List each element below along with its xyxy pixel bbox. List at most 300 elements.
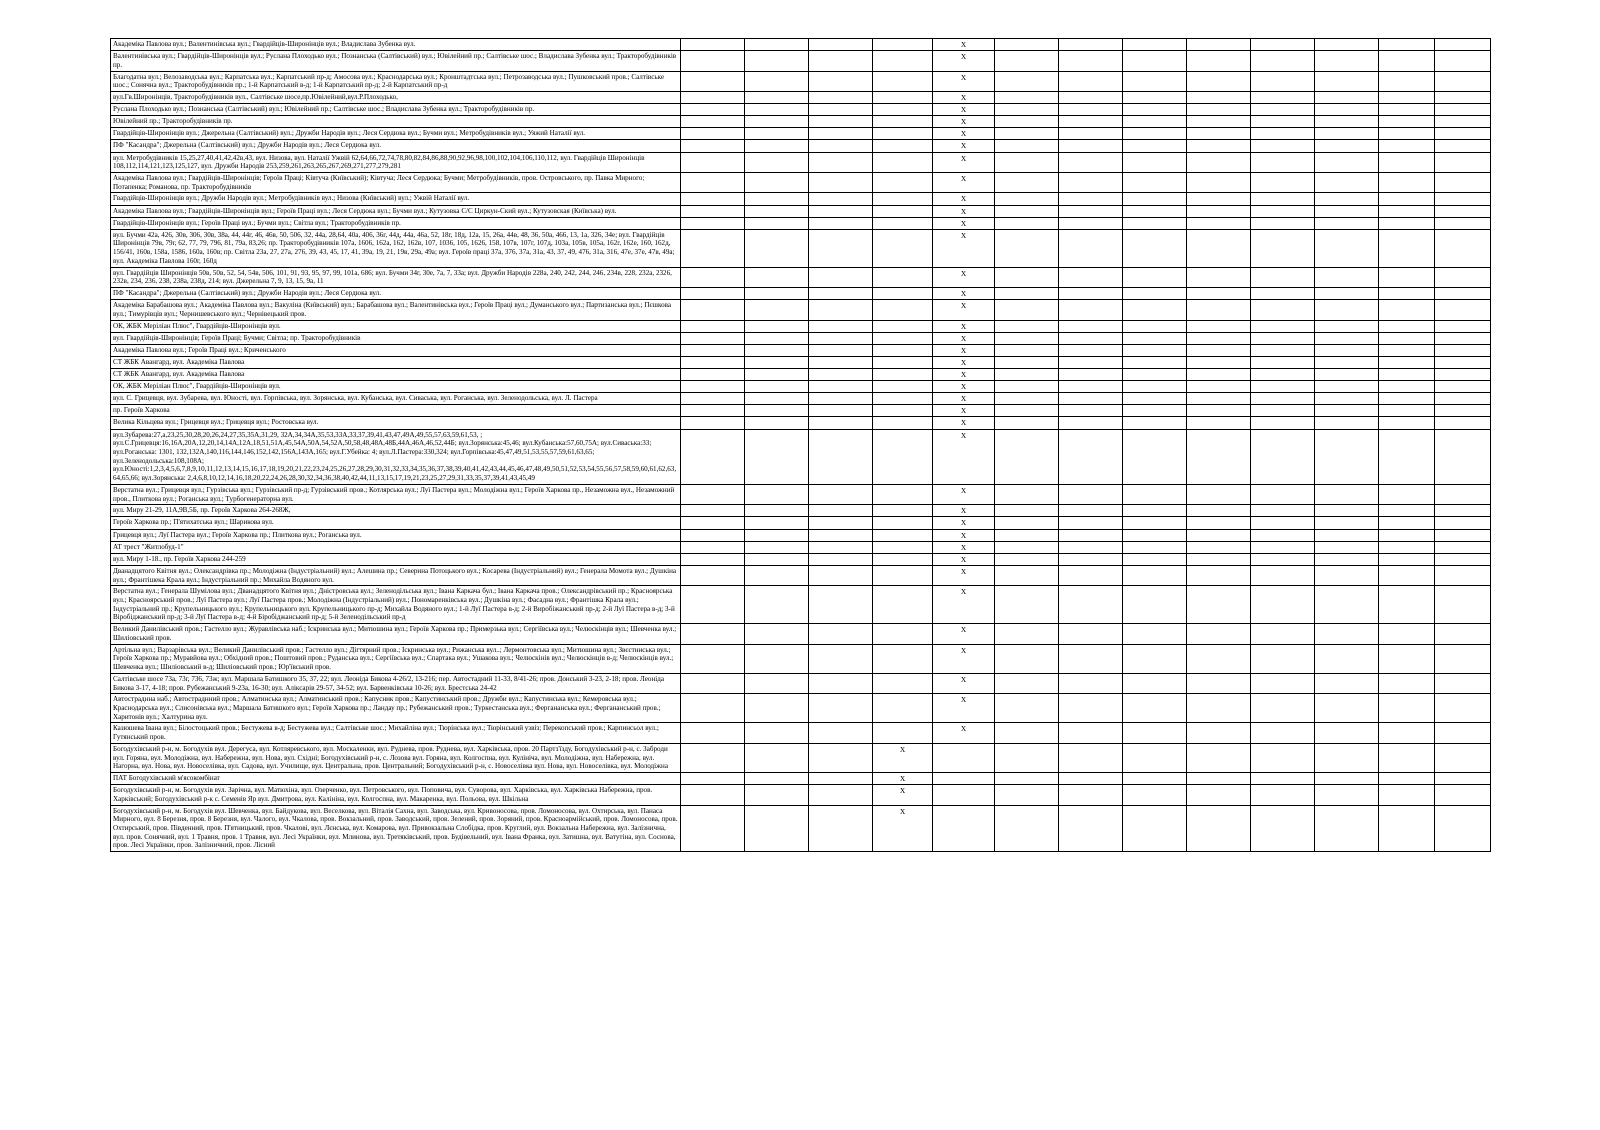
mark-cell: [873, 743, 933, 772]
empty-cell: [1123, 332, 1187, 344]
empty-cell: [809, 51, 873, 71]
empty-cell: [809, 429, 873, 484]
mark-cell: [933, 505, 995, 517]
empty-cell: [681, 128, 745, 140]
mark-cell: [933, 393, 995, 405]
empty-cell: [995, 553, 1059, 565]
address-description-cell: Артільна вул.; Варзарівська вул.; Великий Данилівський пров.; Гастелло вул.; Дігтярний пров.; Іскринська вул.; Рижанська вул..; Лермонтовська вул.; Митюшина вул.; Звєстниська вул.; Героїв Харкова пр.; Муравйова вул.; Обхідний пров.; Поштовий пров.; Руданська вул.; Сергіївська вул.; Спартака вул.; Ушакова вул.; Челюскінів вул.; Челюскінців в-д; Челюскінців вул.; Шевченка вул.; Шиліовський в-д; Шиліовський пров.; Юр'ївський пров.: [111, 644, 681, 673]
empty-cell: [1059, 694, 1123, 723]
empty-cell: [873, 140, 933, 152]
empty-cell: [1187, 553, 1251, 565]
empty-cell: [681, 172, 745, 192]
empty-cell: [995, 484, 1059, 504]
x-mark: X: [960, 72, 967, 82]
empty-cell: [1123, 405, 1187, 417]
empty-cell: [1315, 229, 1379, 267]
address-description-cell: Благодатна вул.; Велозаводська вул.; Карпатська вул.; Карпатський пр-д; Амосова вул.; Краснодарська вул.; Кронштадтська вул.; Петрозаводська вул.; Пушковський пров.; Салтівське шос.; Сонячна вул.; Тракторобудівників пр.; 1-й Карпатський в-д; 1-й Карпатський пр-д; 2-й Карпатський пр-д: [111, 71, 681, 91]
x-mark: X: [960, 141, 967, 151]
x-mark: X: [960, 542, 967, 552]
empty-cell: [1251, 205, 1315, 217]
empty-cell: [1251, 128, 1315, 140]
address-description-cell: ПФ "Касандра"; Джерельна (Салтівський) вул.; Дружби Народів вул.; Леся Сердюка вул.: [111, 288, 681, 300]
empty-cell: [1187, 565, 1251, 585]
empty-cell: [681, 152, 745, 172]
empty-cell: [681, 429, 745, 484]
empty-cell: [681, 743, 745, 772]
empty-cell: [873, 723, 933, 743]
x-mark: X: [960, 321, 967, 331]
empty-cell: [1123, 529, 1187, 541]
x-mark: X: [960, 566, 967, 576]
mark-cell: [933, 39, 995, 51]
empty-cell: [681, 91, 745, 103]
empty-cell: [1251, 541, 1315, 553]
empty-cell: [1379, 624, 1435, 644]
empty-cell: [1187, 104, 1251, 116]
table-row: [111, 723, 1491, 743]
empty-cell: [873, 586, 933, 624]
empty-cell: [809, 673, 873, 693]
empty-cell: [1123, 553, 1187, 565]
empty-cell: [1251, 356, 1315, 368]
empty-cell: [1123, 673, 1187, 693]
empty-cell: [1435, 229, 1491, 267]
empty-cell: [809, 805, 873, 852]
empty-cell: [1123, 517, 1187, 529]
empty-cell: [873, 553, 933, 565]
empty-cell: [1187, 91, 1251, 103]
empty-cell: [1059, 529, 1123, 541]
address-description-cell: ОК, ЖБК Меріліан Плюс", Гвардійців-Широнінців вул.: [111, 320, 681, 332]
empty-cell: [995, 116, 1059, 128]
empty-cell: [995, 393, 1059, 405]
empty-cell: [1123, 381, 1187, 393]
address-table: [110, 38, 1491, 852]
address-description-cell: вул.Гв.Широнінців, Тракторобудівників вул., Салтівське шосе,пр.Ювілейний,вул.Р.Плоходько,: [111, 91, 681, 103]
empty-cell: [995, 505, 1059, 517]
address-description-cell: Автостраднна наб.; Автостраднний пров.; Алматинська вул.; Алматинський пров.; Капусник пров.; Капустинський пров.; Дружби вул.; Капустинська вул.; Кемеровська вул.; Краснодарська вул.; Слисонівська вул.; Маршала Батишкого вул.; Героїв Харкова пр.; Ландау пр.; Рубежанський пров.; Туркестанська вул.; Фергананська вул.; Фергананський пров.; Харитонів вул.; Халтурина вул.: [111, 694, 681, 723]
empty-cell: [1315, 205, 1379, 217]
address-description-cell: ОК, ЖБК Меріліан Плюс", Гвардійців-Широнінців вул.: [111, 381, 681, 393]
empty-cell: [681, 332, 745, 344]
empty-cell: [1251, 772, 1315, 784]
empty-cell: [1187, 505, 1251, 517]
empty-cell: [1251, 320, 1315, 332]
empty-cell: [873, 405, 933, 417]
address-description-cell: вул. Гвардійців Широнінців 50в, 50в, 52, 54, 54в, 506, 101, 91, 93, 95, 97, 99, 101а, 686; вул. Бучми 34г, 30е, 7а, 7, 33а; вул. Дружби Народів 228а, 240, 242, 244, 246, 234в, 228, 232а, 2326, 232в, 234, 236, 238, 238а, 238д, 214; вул. Джерельна 7, 9, 13, 15, 9а, 11: [111, 267, 681, 287]
empty-cell: [681, 624, 745, 644]
empty-cell: [1435, 205, 1491, 217]
table-row: [111, 39, 1491, 51]
mark-cell: [933, 320, 995, 332]
table-row: [111, 805, 1491, 852]
empty-cell: [1187, 484, 1251, 504]
x-mark: X: [960, 105, 967, 115]
empty-cell: [1187, 785, 1251, 805]
empty-cell: [681, 51, 745, 71]
table-row: [111, 152, 1491, 172]
empty-cell: [873, 541, 933, 553]
mark-cell: [933, 723, 995, 743]
empty-cell: [995, 624, 1059, 644]
empty-cell: [1379, 39, 1435, 51]
empty-cell: [809, 71, 873, 91]
empty-cell: [1379, 553, 1435, 565]
empty-cell: [681, 71, 745, 91]
address-description-cell: ПАТ Богодухівський м'ясокомбінат: [111, 772, 681, 784]
empty-cell: [681, 320, 745, 332]
empty-cell: [995, 369, 1059, 381]
empty-cell: [809, 393, 873, 405]
empty-cell: [1379, 205, 1435, 217]
empty-cell: [995, 229, 1059, 267]
empty-cell: [809, 356, 873, 368]
empty-cell: [1435, 517, 1491, 529]
empty-cell: [1059, 344, 1123, 356]
empty-cell: [1187, 205, 1251, 217]
empty-cell: [1251, 104, 1315, 116]
x-mark: X: [960, 345, 967, 355]
empty-cell: [1123, 772, 1187, 784]
empty-cell: [1379, 694, 1435, 723]
empty-cell: [1123, 805, 1187, 852]
table-row: [111, 624, 1491, 644]
empty-cell: [873, 128, 933, 140]
empty-cell: [809, 229, 873, 267]
empty-cell: [1187, 743, 1251, 772]
mark-cell: [933, 217, 995, 229]
empty-cell: [1187, 805, 1251, 852]
empty-cell: [1315, 624, 1379, 644]
empty-cell: [1379, 229, 1435, 267]
empty-cell: [873, 288, 933, 300]
x-mark: X: [899, 786, 906, 796]
table-row: [111, 417, 1491, 429]
empty-cell: [1123, 267, 1187, 287]
mark-cell: [933, 288, 995, 300]
empty-cell: [681, 505, 745, 517]
empty-cell: [1123, 104, 1187, 116]
address-description-cell: Гвардійців-Широнінців вул.; Дружби Народів вул.; Метробудівників вул.; Низова (Київський) вул.; Ужвій Наталії вул.: [111, 193, 681, 205]
empty-cell: [1059, 332, 1123, 344]
empty-cell: [1435, 288, 1491, 300]
empty-cell: [1379, 381, 1435, 393]
empty-cell: [745, 152, 809, 172]
empty-cell: [1059, 116, 1123, 128]
empty-cell: [1435, 694, 1491, 723]
empty-cell: [1379, 356, 1435, 368]
empty-cell: [1187, 673, 1251, 693]
empty-cell: [995, 381, 1059, 393]
empty-cell: [745, 51, 809, 71]
empty-cell: [1435, 91, 1491, 103]
empty-cell: [1187, 405, 1251, 417]
empty-cell: [1187, 217, 1251, 229]
empty-cell: [1187, 140, 1251, 152]
mark-cell: [933, 205, 995, 217]
empty-cell: [809, 565, 873, 585]
empty-cell: [1379, 344, 1435, 356]
empty-cell: [873, 51, 933, 71]
table-row: [111, 743, 1491, 772]
table-row: [111, 505, 1491, 517]
empty-cell: [933, 772, 995, 784]
empty-cell: [995, 405, 1059, 417]
empty-cell: [1315, 429, 1379, 484]
empty-cell: [745, 772, 809, 784]
empty-cell: [1059, 673, 1123, 693]
empty-cell: [681, 140, 745, 152]
empty-cell: [745, 128, 809, 140]
empty-cell: [1379, 288, 1435, 300]
empty-cell: [995, 772, 1059, 784]
x-mark: X: [960, 382, 967, 392]
empty-cell: [809, 91, 873, 103]
empty-cell: [745, 723, 809, 743]
empty-cell: [745, 673, 809, 693]
empty-cell: [1123, 429, 1187, 484]
empty-cell: [1315, 140, 1379, 152]
empty-cell: [681, 805, 745, 852]
empty-cell: [1059, 229, 1123, 267]
address-description-cell: Верстатна вул.; Грицевця вул.; Гурзівська вул.; Гурзівський пр-д; Гурзівський пров.; Котлярська вул.; Луї Пастера вул.; Молодіжна вул.; Героїв Харкова пр., Незаможна вул., Незаможний пров., Плиткова вул.; Роганська вул.; Турбогенераторна вул.: [111, 484, 681, 504]
empty-cell: [1187, 624, 1251, 644]
empty-cell: [1123, 785, 1187, 805]
table-row: [111, 694, 1491, 723]
empty-cell: [1315, 723, 1379, 743]
empty-cell: [681, 529, 745, 541]
empty-cell: [1379, 805, 1435, 852]
empty-cell: [873, 300, 933, 320]
x-mark: X: [960, 153, 967, 163]
empty-cell: [1315, 644, 1379, 673]
empty-cell: [681, 694, 745, 723]
empty-cell: [1379, 71, 1435, 91]
empty-cell: [1187, 320, 1251, 332]
empty-cell: [873, 429, 933, 484]
empty-cell: [809, 505, 873, 517]
address-description-cell: Валентинівська вул.; Гвардійців-Широнінців вул.; Руслана Плоходько вул.; Познанська (Салтівський) вул.; Ювілейний пр.; Салтівське шос.; Владислава Зубенка вул.; Тракторобудівників пр.: [111, 51, 681, 71]
empty-cell: [1123, 393, 1187, 405]
empty-cell: [681, 772, 745, 784]
address-description-cell: Великий Данилівський пров.; Гастелло вул.; Журавлівська наб.; Іскринська вул.; Митюшина вул.; Героїв Харкова пр.; Примерзька вул.; Сергіївська вул.; Челюскінців вул.; Шевченка вул.; Шиліовський пров.: [111, 624, 681, 644]
empty-cell: [1379, 529, 1435, 541]
empty-cell: [809, 128, 873, 140]
address-description-cell: Салтівське шосе 73а, 73г, 736, 73ж; вул. Маршала Батишкого 35, 37, 22; вул. Леоніда Бикова 4-26/2, 13-216; пер. Автостадний 11-33, 8/41-26; пров. Донський 3-23, 2-18; пров. Леоніда Бикова 3-17, 4-18; пров. Рубежанський 9-23а, 16-30; вул. Аліксарів 29-57, 34-52; вул. Барвенківська 10-26; вул. Брестська 24-42: [111, 673, 681, 693]
empty-cell: [933, 785, 995, 805]
empty-cell: [873, 116, 933, 128]
empty-cell: [681, 39, 745, 51]
table-row: [111, 217, 1491, 229]
empty-cell: [745, 785, 809, 805]
empty-cell: [1315, 805, 1379, 852]
empty-cell: [1315, 529, 1379, 541]
empty-cell: [1123, 288, 1187, 300]
x-mark: X: [960, 485, 967, 495]
empty-cell: [1059, 723, 1123, 743]
empty-cell: [745, 229, 809, 267]
empty-cell: [1123, 484, 1187, 504]
empty-cell: [1059, 320, 1123, 332]
empty-cell: [745, 393, 809, 405]
empty-cell: [873, 484, 933, 504]
empty-cell: [1435, 723, 1491, 743]
mark-cell: [933, 91, 995, 103]
empty-cell: [1379, 586, 1435, 624]
empty-cell: [1059, 565, 1123, 585]
empty-cell: [1379, 172, 1435, 192]
empty-cell: [1251, 429, 1315, 484]
empty-cell: [1315, 344, 1379, 356]
empty-cell: [873, 267, 933, 287]
empty-cell: [1251, 116, 1315, 128]
mark-cell: [933, 71, 995, 91]
mark-cell: [933, 128, 995, 140]
empty-cell: [1123, 541, 1187, 553]
empty-cell: [809, 624, 873, 644]
empty-cell: [1379, 772, 1435, 784]
empty-cell: [1379, 51, 1435, 71]
empty-cell: [1123, 694, 1187, 723]
empty-cell: [1435, 484, 1491, 504]
x-mark: X: [960, 430, 967, 440]
empty-cell: [809, 785, 873, 805]
empty-cell: [1059, 644, 1123, 673]
mark-cell: [933, 529, 995, 541]
empty-cell: [995, 565, 1059, 585]
empty-cell: [745, 104, 809, 116]
empty-cell: [995, 332, 1059, 344]
empty-cell: [1123, 51, 1187, 71]
empty-cell: [1123, 71, 1187, 91]
empty-cell: [995, 140, 1059, 152]
empty-cell: [809, 288, 873, 300]
empty-cell: [1435, 805, 1491, 852]
table-row: [111, 205, 1491, 217]
table-row: [111, 300, 1491, 320]
empty-cell: [1379, 152, 1435, 172]
empty-cell: [1123, 300, 1187, 320]
empty-cell: [1187, 229, 1251, 267]
empty-cell: [995, 205, 1059, 217]
empty-cell: [1251, 484, 1315, 504]
empty-cell: [681, 785, 745, 805]
x-mark: X: [960, 645, 967, 655]
empty-cell: [1123, 644, 1187, 673]
empty-cell: [1187, 541, 1251, 553]
empty-cell: [1315, 128, 1379, 140]
empty-cell: [1315, 152, 1379, 172]
empty-cell: [1379, 484, 1435, 504]
empty-cell: [1251, 39, 1315, 51]
empty-cell: [1251, 565, 1315, 585]
table-row: [111, 644, 1491, 673]
address-description-cell: Богодухівський р-н, м. Богодухів вул. Дерегуса, вул. Котляревського, вул. Москаленки, вул. Руднева, пров. Руднева, вул. Харківська, пров. 20 Партз'їзду, Богодухівський р-н, с. Заброди вул. Горяна, вул. Молодіжна, вул. Набережна, вул. Нова, вул. Східні; Богодухівський р-н, с. Лозова вул. Горяна, вул. Колгоспна, вул. Кулініча, вул. Молодіжна, вул. Набережна, вул. Нагорна, вул. Нова, вул. Новоселівка, вул. Садова, вул. Училище, вул. Центральна, пров. Центральний; Богодухівський р-н, с. Новоселівка вул. Нова, вул. Новоселівка, вул. Молодіжна: [111, 743, 681, 772]
empty-cell: [1379, 517, 1435, 529]
empty-cell: [681, 484, 745, 504]
table-row: [111, 172, 1491, 192]
table-row: [111, 553, 1491, 565]
empty-cell: [873, 517, 933, 529]
empty-cell: [1251, 743, 1315, 772]
empty-cell: [1251, 644, 1315, 673]
mark-cell: [933, 381, 995, 393]
empty-cell: [873, 624, 933, 644]
empty-cell: [995, 805, 1059, 852]
empty-cell: [1435, 116, 1491, 128]
empty-cell: [1251, 51, 1315, 71]
table-row: [111, 586, 1491, 624]
empty-cell: [1251, 505, 1315, 517]
empty-cell: [745, 172, 809, 192]
empty-cell: [1379, 116, 1435, 128]
empty-cell: [809, 320, 873, 332]
empty-cell: [745, 332, 809, 344]
empty-cell: [1059, 541, 1123, 553]
empty-cell: [745, 205, 809, 217]
address-description-cell: вул. Миру 1-18., пр. Героїв Харкова 244-259: [111, 553, 681, 565]
empty-cell: [873, 393, 933, 405]
table-row: [111, 484, 1491, 504]
empty-cell: [809, 205, 873, 217]
empty-cell: [1379, 429, 1435, 484]
empty-cell: [1251, 417, 1315, 429]
x-mark: X: [960, 530, 967, 540]
empty-cell: [745, 356, 809, 368]
empty-cell: [873, 205, 933, 217]
mark-cell: [933, 417, 995, 429]
mark-cell: [933, 116, 995, 128]
empty-cell: [1315, 267, 1379, 287]
empty-cell: [1187, 369, 1251, 381]
empty-cell: [1315, 785, 1379, 805]
empty-cell: [1187, 288, 1251, 300]
empty-cell: [873, 417, 933, 429]
empty-cell: [1187, 116, 1251, 128]
empty-cell: [1435, 505, 1491, 517]
empty-cell: [681, 565, 745, 585]
mark-cell: [933, 140, 995, 152]
empty-cell: [873, 217, 933, 229]
empty-cell: [1435, 393, 1491, 405]
mark-cell: [933, 694, 995, 723]
empty-cell: [1315, 743, 1379, 772]
empty-cell: [1315, 553, 1379, 565]
empty-cell: [1315, 772, 1379, 784]
empty-cell: [933, 805, 995, 852]
empty-cell: [1059, 152, 1123, 172]
empty-cell: [745, 369, 809, 381]
empty-cell: [1059, 39, 1123, 51]
empty-cell: [1059, 805, 1123, 852]
empty-cell: [995, 300, 1059, 320]
empty-cell: [1315, 91, 1379, 103]
empty-cell: [809, 772, 873, 784]
empty-cell: [745, 71, 809, 91]
empty-cell: [1187, 644, 1251, 673]
empty-cell: [745, 484, 809, 504]
empty-cell: [995, 152, 1059, 172]
empty-cell: [873, 673, 933, 693]
empty-cell: [873, 529, 933, 541]
x-mark: X: [960, 370, 967, 380]
empty-cell: [1059, 140, 1123, 152]
empty-cell: [873, 71, 933, 91]
empty-cell: [809, 553, 873, 565]
empty-cell: [1187, 267, 1251, 287]
empty-cell: [1059, 624, 1123, 644]
address-description-cell: ПФ "Касандра"; Джерельна (Салтівський) вул.; Дружби Народів вул.; Леся Сердюка вул.: [111, 140, 681, 152]
